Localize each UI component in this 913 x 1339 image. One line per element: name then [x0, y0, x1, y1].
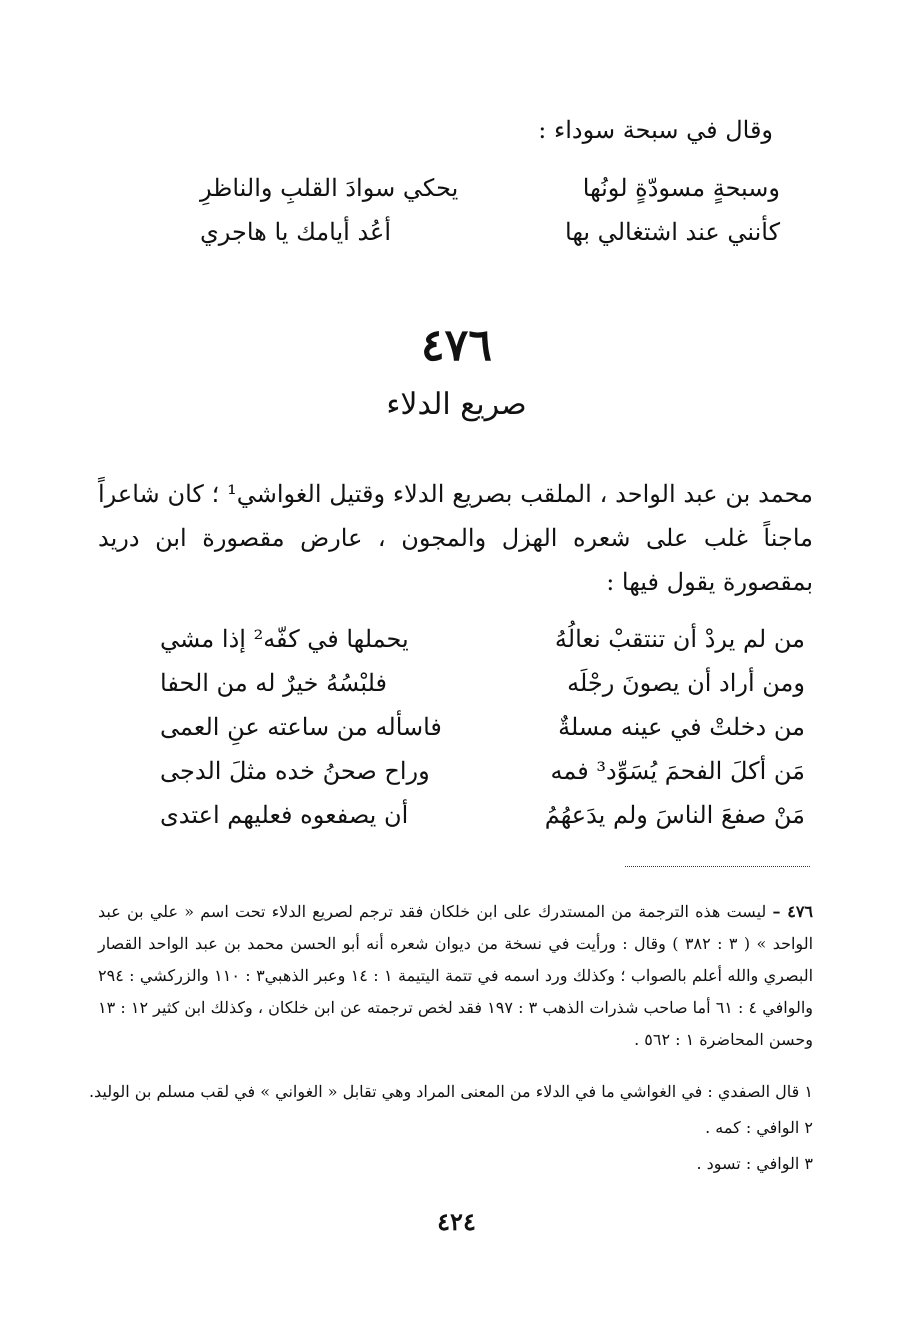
verse-first-hemistich: ومن أراد أن يصونَ رجْلَه: [567, 669, 805, 697]
intro-verse: [150, 168, 780, 208]
entry-title: صريع الدلاء: [386, 387, 527, 422]
footnote-entry-label: ٤٧٦ –: [772, 902, 814, 921]
verse-second-hemistich: وراح صحنُ خده مثلَ الدجى: [160, 757, 430, 785]
verse-second-hemistich: أعُد أيامك يا هاجري: [200, 218, 392, 246]
verse-second-hemistich: فلبْسُهُ خيرٌ له من الحفا: [160, 669, 388, 697]
footnote-item: ٢ الوافي : كمه .: [705, 1118, 813, 1137]
poem-verse: [150, 706, 805, 748]
footnote-separator: [625, 866, 810, 867]
verse-first-hemistich: كأنني عند اشتغالي بها: [565, 218, 780, 246]
verse-second-hemistich: يحكي سوادَ القلبِ والناظرِ: [200, 174, 459, 202]
verse-second-hemistich: فاسأله من ساعته عنِ العمى: [160, 713, 442, 741]
poem-verse: [150, 618, 805, 660]
poem-verse: [150, 662, 805, 704]
verse-first-hemistich: من دخلتْ في عينه مسلةٌ: [558, 713, 805, 741]
verse-first-hemistich: مَنْ صفعَ الناسَ ولم يدَعهُمُ: [544, 801, 805, 829]
poem-verse: [150, 750, 805, 792]
footnote-item: ١ قال الصفدي : في الغواشي ما في الدلاء من المعنى المراد وهي تقابل « الغواني » في لقب مسلم بن الوليد.: [88, 1082, 813, 1101]
biography-text: محمد بن عبد الواحد ، الملقب بصريع الدلاء وقتيل الغواشي¹ ؛ كان شاعراً ماجناً غلب على شعره الهزل والمجون ، عارض مقصورة ابن دريد بمقصورة يقول فيها :: [98, 480, 814, 596]
footnote-entry-text: ليست هذه الترجمة من المستدرك على ابن خلكان فقد ترجم لصريع الدلاء تحت اسم « علي بن عبد الواحد » ( ٣ : ٣٨٢ ) وقال : ورأيت في نسخة من ديوان شعره أنه أبو الحسن محمد بن عبد الواحد القصار البصري والله أعلم بالصواب ؛ وكذلك ورد اسمه في تتمة اليتيمة ١ : ١٤ وعبر الذهبي٣ : ١١٠ والزركشي : ٢٩٤ والوافي ٤ : ٦١ أما صاحب شذرات الذهب ٣ : ١٩٧ فقد لخص ترجمته عن ابن خلكان ، وكذلك ابن كثير ١٢ : ١٣ وحسن المحاضرة ١ : ٥٦٢ .: [98, 902, 814, 1049]
footnote-item: ٣ الوافي : تسود .: [696, 1154, 813, 1173]
footnote-entry: [98, 896, 813, 1056]
verse-first-hemistich: مَن أكلَ الفحمَ يُسَوِّد³ فمه: [550, 757, 805, 785]
entry-number: ٤٧٦: [421, 320, 492, 371]
page-number: ٤٢٤: [437, 1207, 476, 1236]
intro-line: وقال في سبحة سوداء :: [538, 116, 773, 144]
verse-second-hemistich: يحملها في كفّه² إذا مشي: [160, 625, 409, 653]
verse-first-hemistich: وسبحةٍ مسودّةٍ لونُها: [582, 174, 780, 202]
verse-second-hemistich: أن يصفعوه فعليهم اعتدى: [160, 801, 409, 829]
biography-paragraph: [98, 472, 813, 604]
poem-verse: [150, 794, 805, 836]
intro-verse: [150, 212, 780, 252]
verse-first-hemistich: من لم يردْ أن تنتقبْ نعالُهُ: [554, 625, 805, 653]
